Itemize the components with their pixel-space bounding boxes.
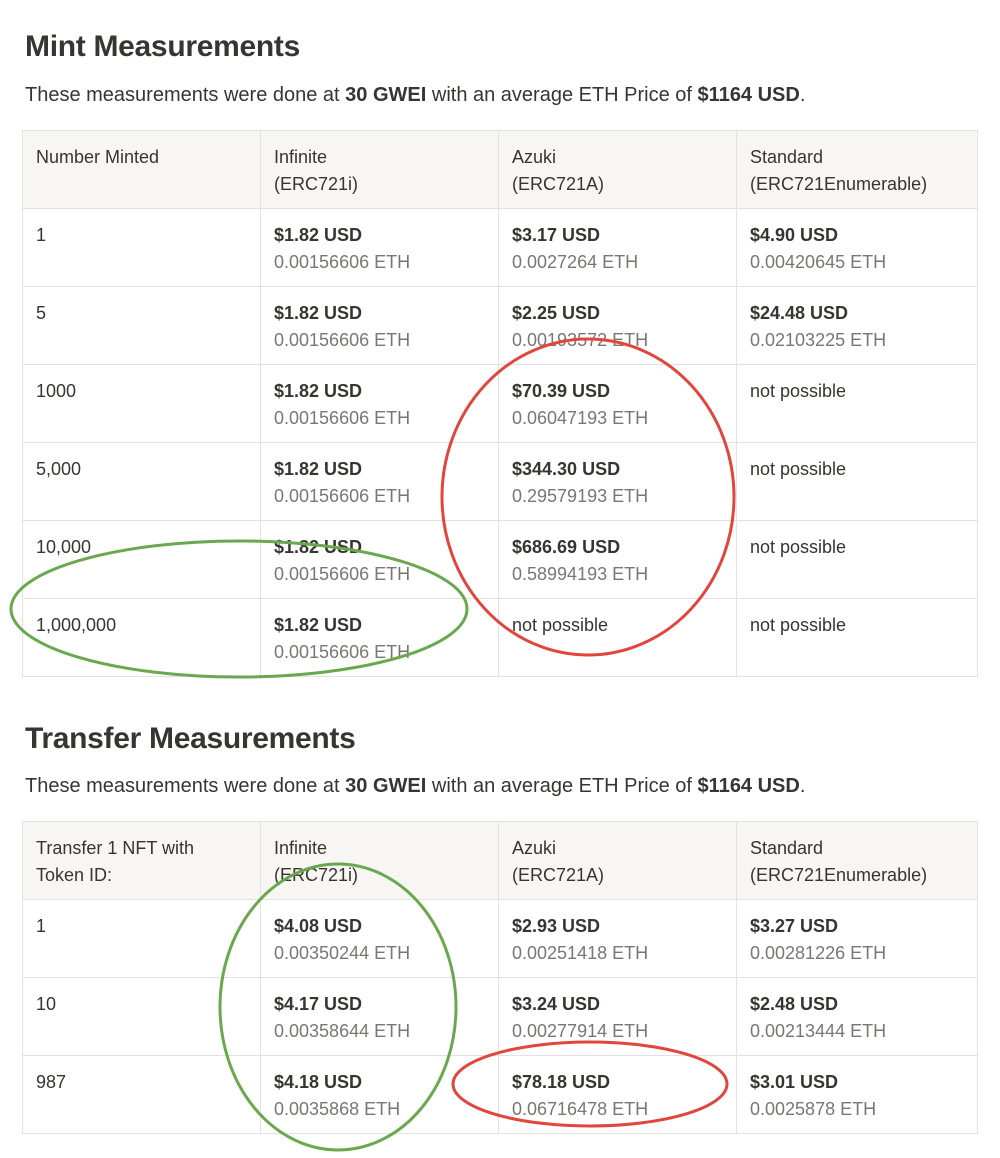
usd-value: $1.82 USD	[274, 381, 363, 401]
eth-value: 0.00156606 ETH	[274, 486, 411, 506]
not-possible-text: not possible	[750, 459, 847, 479]
mint-header-number-minted	[23, 131, 261, 209]
cost-cell	[737, 521, 978, 599]
cost-cell	[499, 521, 737, 599]
transfer-intro-prefix: These measurements were done at	[25, 775, 346, 797]
mint-intro	[25, 84, 805, 107]
not-possible-text: not possible	[750, 381, 847, 401]
row-label: 10	[23, 978, 261, 1056]
table-row	[23, 599, 978, 677]
cost-cell	[737, 978, 978, 1056]
eth-value: 0.00281226 ETH	[750, 943, 887, 963]
eth-value: 0.00156606 ETH	[274, 642, 411, 662]
eth-value: 0.58994193 ETH	[512, 564, 649, 584]
header-line: (ERC721A)	[512, 174, 605, 194]
transfer-intro-middle: with an average ETH Price of	[426, 775, 698, 797]
cost-cell	[737, 209, 978, 287]
table-row	[23, 1056, 978, 1134]
mint-table-header	[23, 131, 978, 209]
eth-value: 0.00350244 ETH	[274, 943, 411, 963]
cost-cell	[261, 209, 499, 287]
cost-cell	[499, 978, 737, 1056]
mint-header-infinite	[261, 131, 499, 209]
usd-value: $686.69 USD	[512, 537, 621, 557]
transfer-header-infinite	[261, 822, 499, 900]
mint-header-azuki	[499, 131, 737, 209]
header-line: Transfer 1 NFT with	[36, 838, 195, 858]
cost-cell	[737, 900, 978, 978]
table-row	[23, 900, 978, 978]
eth-value: 0.00156606 ETH	[274, 252, 411, 272]
eth-value: 0.00358644 ETH	[274, 1021, 411, 1041]
header-line: (ERC721Enumerable)	[750, 865, 928, 885]
cost-cell	[499, 365, 737, 443]
usd-value: $1.82 USD	[274, 615, 363, 635]
cost-cell	[737, 1056, 978, 1134]
mint-table	[22, 130, 978, 677]
usd-value: $4.08 USD	[274, 916, 363, 936]
header-line: Azuki	[512, 147, 557, 167]
usd-value: $344.30 USD	[512, 459, 621, 479]
eth-value: 0.00156606 ETH	[274, 564, 411, 584]
transfer-intro-suffix: .	[799, 775, 806, 797]
not-possible-text: not possible	[512, 615, 609, 635]
cost-cell	[737, 443, 978, 521]
transfer-header-token-id	[23, 822, 261, 900]
row-label: 1,000,000	[23, 599, 261, 677]
usd-value: $3.27 USD	[750, 916, 839, 936]
usd-value: $70.39 USD	[512, 381, 611, 401]
header-line: Standard	[750, 147, 824, 167]
eth-value: 0.00193572 ETH	[512, 330, 649, 350]
transfer-header-azuki	[499, 822, 737, 900]
cost-cell	[499, 287, 737, 365]
usd-value: $78.18 USD	[512, 1072, 611, 1092]
cost-cell	[737, 599, 978, 677]
usd-value: $3.24 USD	[512, 994, 601, 1014]
header-line: Azuki	[512, 838, 557, 858]
eth-value: 0.06047193 ETH	[512, 408, 649, 428]
cost-cell	[499, 443, 737, 521]
header-line: Number Minted	[36, 147, 160, 167]
header-line: Token ID:	[36, 865, 113, 885]
eth-value: 0.00420645 ETH	[750, 252, 887, 272]
usd-value: $1.82 USD	[274, 537, 363, 557]
header-line: (ERC721i)	[274, 865, 359, 885]
usd-value: $1.82 USD	[274, 303, 363, 323]
transfer-title: Transfer Measurements	[25, 722, 356, 755]
header-line: (ERC721A)	[512, 865, 605, 885]
cost-cell	[261, 521, 499, 599]
cost-cell	[261, 287, 499, 365]
header-line: Infinite	[274, 838, 328, 858]
usd-value: $3.01 USD	[750, 1072, 839, 1092]
cost-cell	[499, 599, 737, 677]
cost-cell	[499, 900, 737, 978]
cost-cell	[261, 443, 499, 521]
cost-cell	[261, 900, 499, 978]
table-row	[23, 365, 978, 443]
usd-value: $2.93 USD	[512, 916, 601, 936]
cost-cell	[499, 1056, 737, 1134]
transfer-table-header	[23, 822, 978, 900]
header-line: (ERC721i)	[274, 174, 359, 194]
row-label: 5,000	[23, 443, 261, 521]
table-row	[23, 978, 978, 1056]
row-label: 987	[23, 1056, 261, 1134]
mint-intro-suffix: .	[799, 84, 806, 106]
usd-value: $1.82 USD	[274, 459, 363, 479]
eth-value: 0.00251418 ETH	[512, 943, 649, 963]
cost-cell	[737, 365, 978, 443]
mint-intro-prefix: These measurements were done at	[25, 84, 346, 106]
transfer-intro-gwei: 30 GWEI	[345, 775, 427, 797]
mint-header-standard	[737, 131, 978, 209]
transfer-intro	[25, 775, 805, 798]
usd-value: $1.82 USD	[274, 225, 363, 245]
table-row	[23, 209, 978, 287]
cost-cell	[261, 978, 499, 1056]
mint-intro-gwei: 30 GWEI	[345, 84, 427, 106]
usd-value: $2.48 USD	[750, 994, 839, 1014]
row-label: 1	[23, 209, 261, 287]
cost-cell	[261, 1056, 499, 1134]
eth-value: 0.02103225 ETH	[750, 330, 887, 350]
eth-value: 0.0027264 ETH	[512, 252, 639, 272]
mint-intro-middle: with an average ETH Price of	[426, 84, 698, 106]
table-row	[23, 287, 978, 365]
transfer-header-standard	[737, 822, 978, 900]
transfer-intro-price: $1164 USD	[697, 775, 800, 797]
usd-value: $2.25 USD	[512, 303, 601, 323]
row-label: 5	[23, 287, 261, 365]
mint-title: Mint Measurements	[25, 30, 300, 63]
table-row	[23, 443, 978, 521]
transfer-table	[22, 821, 978, 1134]
usd-value: $4.17 USD	[274, 994, 363, 1014]
table-row	[23, 521, 978, 599]
row-label: 1	[23, 900, 261, 978]
header-line: Infinite	[274, 147, 328, 167]
usd-value: $3.17 USD	[512, 225, 601, 245]
cost-cell	[261, 599, 499, 677]
header-line: Standard	[750, 838, 824, 858]
header-line: (ERC721Enumerable)	[750, 174, 928, 194]
eth-value: 0.00156606 ETH	[274, 330, 411, 350]
row-label: 10,000	[23, 521, 261, 599]
row-label: 1000	[23, 365, 261, 443]
mint-intro-price: $1164 USD	[697, 84, 800, 106]
usd-value: $24.48 USD	[750, 303, 849, 323]
eth-value: 0.06716478 ETH	[512, 1099, 649, 1119]
eth-value: 0.29579193 ETH	[512, 486, 649, 506]
usd-value: $4.90 USD	[750, 225, 839, 245]
cost-cell	[261, 365, 499, 443]
cost-cell	[499, 209, 737, 287]
usd-value: $4.18 USD	[274, 1072, 363, 1092]
not-possible-text: not possible	[750, 537, 847, 557]
eth-value: 0.00213444 ETH	[750, 1021, 887, 1041]
not-possible-text: not possible	[750, 615, 847, 635]
eth-value: 0.0025878 ETH	[750, 1099, 877, 1119]
eth-value: 0.0035868 ETH	[274, 1099, 401, 1119]
eth-value: 0.00156606 ETH	[274, 408, 411, 428]
cost-cell	[737, 287, 978, 365]
eth-value: 0.00277914 ETH	[512, 1021, 649, 1041]
